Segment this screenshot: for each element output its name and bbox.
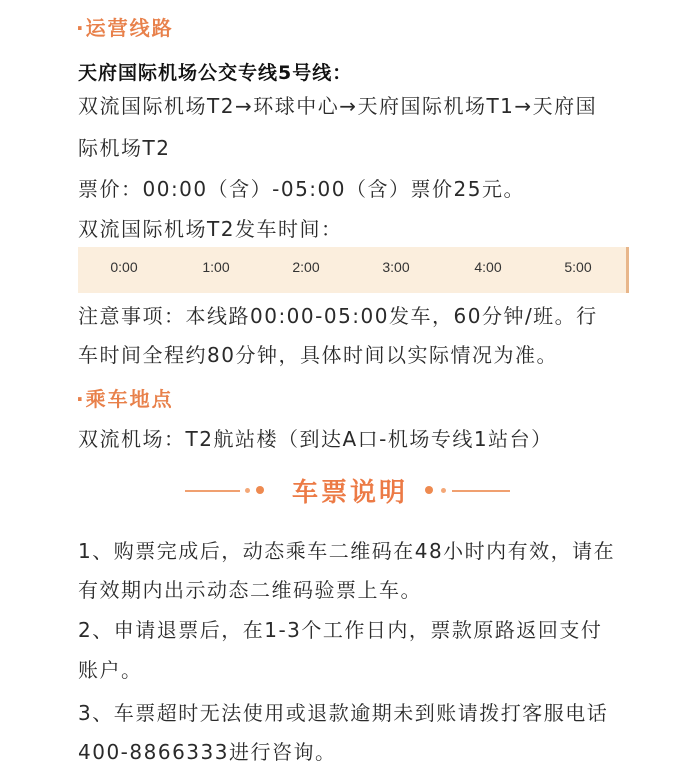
ticket-item3-line2: 400-8866333进行咨询。 — [78, 740, 337, 764]
divider-line-right — [452, 490, 510, 492]
departure-time-cell: 5:00 — [564, 259, 592, 275]
divider-dot-small-right — [441, 488, 446, 493]
route-path-line2: 际机场T2 — [78, 136, 171, 160]
departure-time-cell: 4:00 — [474, 259, 502, 275]
departure-time-cell: 0:00 — [110, 259, 138, 275]
departure-time-cell: 1:00 — [202, 259, 230, 275]
route-fare: 票价：00:00（含）-05:00（含）票价25元。 — [78, 177, 525, 201]
ticket-item1-line2: 有效期内出示动态二维码验票上车。 — [78, 578, 422, 602]
ticket-title-band — [0, 470, 700, 510]
route-path-line1: 双流国际机场T2→环球中心→天府国际机场T1→天府国 — [78, 94, 598, 118]
route-name: 天府国际机场公交专线5号线： — [78, 62, 353, 84]
ticket-title: 车票说明 — [291, 478, 408, 508]
departure-time-cell: 3:00 — [382, 259, 410, 275]
section-title-boarding: ·乘车地点 — [76, 387, 174, 411]
ticket-item3-line1: 3、车票超时无法使用或退款逾期未到账请拨打客服电话 — [78, 701, 609, 725]
departure-label: 双流国际机场T2发车时间： — [78, 217, 343, 241]
ticket-item1-line1: 1、购票完成后，动态乘车二维码在48小时内有效，请在 — [78, 539, 616, 563]
departure-time-cell: 2:00 — [292, 259, 320, 275]
notice-line1: 注意事项：本线路00:00-05:00发车，60分钟/班。行 — [78, 304, 598, 328]
boarding-location: 双流机场：T2航站楼（到达A口-机场专线1站台） — [78, 427, 553, 451]
ticket-item2-line1: 2、申请退票后，在1-3个工作日内，票款原路返回支付 — [78, 618, 603, 642]
notice-line2: 车时间全程约80分钟，具体时间以实际情况为准。 — [78, 343, 558, 367]
divider-dot-right — [425, 486, 433, 494]
section-title-route: ·运营线路 — [76, 16, 174, 40]
departure-times-table — [78, 247, 629, 293]
ticket-item2-line2: 账户。 — [78, 658, 143, 682]
